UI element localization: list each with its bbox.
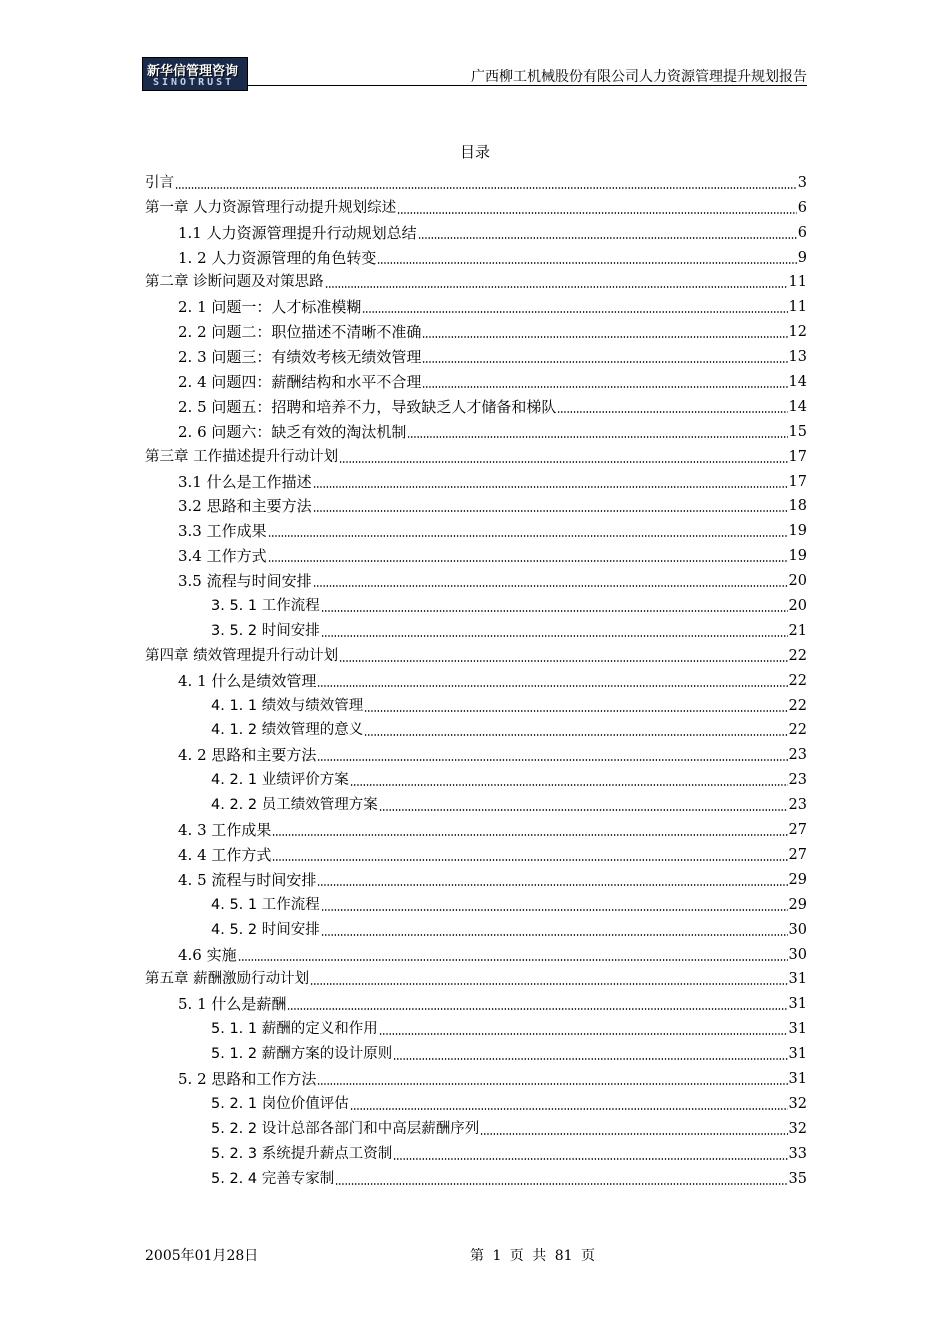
toc-entry[interactable] [145, 691, 807, 716]
toc-entry-label: 5. 1. 1 薪酬的定义和作用 [211, 1021, 378, 1038]
toc-entry-label: 3.5 流程与时间安排 [178, 572, 312, 591]
toc-entry-page: 33 [788, 1145, 807, 1162]
toc-dot-leader [313, 585, 788, 587]
toc-dot-leader [287, 1008, 787, 1010]
toc-entry[interactable] [145, 1114, 807, 1139]
toc-entry-page: 6 [797, 199, 807, 216]
toc-entry-label: 4.6 实施 [178, 945, 237, 964]
toc-entry-label: 1. 2 人力资源管理的角色转变 [178, 248, 377, 267]
toc-entry-page: 31 [788, 1070, 807, 1087]
toc-entry-page: 9 [797, 249, 807, 266]
toc-entry-label: 4. 1. 2 绩效管理的意义 [211, 722, 364, 739]
toc-entry[interactable] [145, 467, 807, 492]
toc-dot-leader [268, 535, 788, 537]
toc-entry-label: 2. 5 问题五：招聘和培养不力，导致缺乏人才储备和梯队 [178, 397, 557, 416]
toc-entry-page: 14 [788, 398, 807, 415]
toc-entry-label: 第二章 诊断问题及对策思路 [145, 274, 324, 291]
toc-entry[interactable] [145, 1089, 807, 1114]
toc-entry-label: 第四章 绩效管理提升行动计划 [145, 647, 339, 664]
toc-entry-label: 3. 5. 2 时间安排 [211, 622, 320, 639]
toc-entry-page: 14 [788, 374, 807, 391]
toc-entry-page: 22 [788, 697, 807, 714]
toc-entry-page: 32 [788, 1120, 807, 1137]
toc-entry-page: 29 [788, 871, 807, 888]
toc-entry-page: 23 [788, 747, 807, 764]
toc-entry[interactable] [145, 1014, 807, 1039]
toc-entry[interactable] [145, 915, 807, 940]
toc-dot-leader [175, 187, 797, 189]
toc-entry-page: 12 [788, 324, 807, 341]
toc-entry-page: 15 [788, 423, 807, 440]
toc-dot-leader [418, 237, 797, 239]
header-divider [248, 85, 807, 86]
toc-entry-page: 11 [788, 299, 807, 316]
toc-entry-label: 4. 2. 1 业绩评价方案 [211, 772, 349, 789]
toc-entry[interactable] [145, 591, 807, 616]
toc-entry[interactable] [145, 516, 807, 541]
toc-entry[interactable] [145, 790, 807, 815]
toc-entry-page: 11 [788, 274, 807, 291]
toc-entry-page: 31 [788, 971, 807, 988]
toc-entry[interactable] [145, 541, 807, 566]
toc-entry[interactable] [145, 292, 807, 317]
toc-entry[interactable] [145, 566, 807, 591]
toc-entry-label: 5. 1 什么是薪酬 [178, 995, 287, 1014]
toc-dot-leader [321, 934, 788, 936]
logo-chinese-text: 新华信管理咨询 [147, 64, 239, 79]
toc-dot-leader [393, 1058, 787, 1060]
toc-entry-page: 22 [788, 672, 807, 689]
toc-entry-page: 20 [788, 598, 807, 615]
toc-entry[interactable] [145, 243, 807, 268]
toc-dot-leader [379, 809, 788, 811]
toc-dot-leader [238, 959, 788, 961]
toc-dot-leader [393, 1158, 787, 1160]
toc-entry-page: 30 [788, 921, 807, 938]
toc-entry-label: 3.4 工作方式 [178, 547, 267, 566]
toc-entry-label: 5. 2. 4 完善专家制 [211, 1170, 335, 1187]
toc-entry[interactable] [145, 1039, 807, 1064]
toc-entry-page: 18 [788, 498, 807, 515]
toc-entry[interactable] [145, 317, 807, 342]
toc-entry[interactable] [145, 815, 807, 840]
toc-entry[interactable] [145, 1164, 807, 1189]
document-header-title: 广西柳工机械股份有限公司人力资源管理提升规划报告 [471, 69, 807, 85]
toc-dot-leader [272, 834, 787, 836]
toc-dot-leader [407, 436, 787, 438]
toc-entry[interactable] [145, 716, 807, 741]
toc-entry-page: 17 [788, 473, 807, 490]
toc-entry-label: 5. 2. 2 设计总部各部门和中高层薪酬序列 [211, 1120, 480, 1137]
toc-entry-page: 22 [788, 647, 807, 664]
toc-entry[interactable] [145, 666, 807, 691]
toc-entry-label: 引言 [145, 174, 174, 191]
toc-entry[interactable] [145, 890, 807, 915]
toc-dot-leader [480, 1133, 787, 1135]
toc-dot-leader [350, 784, 788, 786]
toc-entry-label: 5. 2 思路和工作方法 [178, 1069, 317, 1088]
toc-entry[interactable] [145, 442, 807, 467]
toc-entry[interactable] [145, 342, 807, 367]
toc-entry-label: 3. 5. 1 工作流程 [211, 598, 320, 615]
logo-english-text: SINOTRUST [153, 77, 235, 88]
toc-dot-leader [362, 311, 787, 313]
toc-entry[interactable] [145, 840, 807, 865]
toc-entry-label: 4. 1. 1 绩效与绩效管理 [211, 697, 364, 714]
toc-entry[interactable] [145, 367, 807, 392]
toc-entry-label: 2. 4 问题四：薪酬结构和水平不合理 [178, 373, 422, 392]
toc-entry[interactable] [145, 1064, 807, 1089]
toc-entry[interactable] [145, 616, 807, 641]
toc-dot-leader [317, 759, 787, 761]
toc-entry-page: 27 [788, 822, 807, 839]
toc-dot-leader [339, 660, 787, 662]
toc-entry[interactable] [145, 940, 807, 965]
toc-dot-leader [335, 1183, 787, 1185]
toc-dot-leader [310, 983, 787, 985]
toc-dot-leader [321, 610, 788, 612]
toc-entry-page: 22 [788, 722, 807, 739]
toc-dot-leader [321, 909, 788, 911]
toc-entry-page: 23 [788, 772, 807, 789]
toc-entry[interactable] [145, 417, 807, 442]
toc-entry[interactable] [145, 392, 807, 417]
toc-entry-label: 4. 5. 1 工作流程 [211, 896, 320, 913]
toc-entry-label: 4. 2 思路和主要方法 [178, 746, 317, 765]
toc-dot-leader [379, 1033, 788, 1035]
toc-entry[interactable] [145, 641, 807, 666]
toc-entry-page: 13 [788, 349, 807, 366]
toc-entry-label: 第五章 薪酬激励行动计划 [145, 971, 310, 988]
toc-dot-leader [317, 1083, 787, 1085]
toc-entry-label: 2. 6 问题六：缺乏有效的淘汰机制 [178, 422, 407, 441]
toc-entry-label: 3.2 思路和主要方法 [178, 497, 312, 516]
toc-entry-label: 5. 2. 1 岗位价值评估 [211, 1095, 349, 1112]
toc-dot-leader [397, 212, 797, 214]
toc-entry-label: 4. 3 工作成果 [178, 821, 272, 840]
toc-entry-label: 5. 2. 3 系统提升薪点工资制 [211, 1145, 393, 1162]
footer-page-number: 第 1 页 共 81 页 [470, 1248, 595, 1264]
toc-entry-label: 4. 2. 2 员工绩效管理方案 [211, 797, 378, 814]
toc-entry[interactable] [145, 865, 807, 890]
toc-entry[interactable] [145, 268, 807, 293]
toc-entry-page: 30 [788, 946, 807, 963]
toc-dot-leader [557, 411, 787, 413]
toc-entry-page: 31 [788, 1021, 807, 1038]
toc-dot-leader [272, 859, 787, 861]
company-logo [142, 57, 248, 91]
toc-entry-page: 31 [788, 1046, 807, 1063]
toc-entry[interactable] [145, 765, 807, 790]
toc-entry-page: 21 [788, 622, 807, 639]
toc-entry-page: 23 [788, 797, 807, 814]
toc-dot-leader [364, 710, 787, 712]
toc-entry-page: 29 [788, 896, 807, 913]
toc-entry-page: 31 [788, 996, 807, 1013]
toc-entry-page: 27 [788, 846, 807, 863]
toc-entry-label: 5. 1. 2 薪酬方案的设计原则 [211, 1046, 393, 1063]
toc-entry[interactable] [145, 740, 807, 765]
toc-entry-label: 3.1 什么是工作描述 [178, 472, 312, 491]
toc-entry-label: 4. 1 什么是绩效管理 [178, 671, 317, 690]
toc-dot-leader [377, 262, 796, 264]
toc-dot-leader [317, 685, 787, 687]
toc-dot-leader [321, 635, 788, 637]
toc-entry-label: 2. 3 问题三：有绩效考核无绩效管理 [178, 348, 422, 367]
toc-entry-label: 3.3 工作成果 [178, 522, 267, 541]
toc-dot-leader [317, 884, 787, 886]
toc-entry[interactable] [145, 965, 807, 990]
toc-entry[interactable] [145, 989, 807, 1014]
toc-entry-label: 4. 5. 2 时间安排 [211, 921, 320, 938]
toc-entry-page: 32 [788, 1095, 807, 1112]
toc-entry-label: 4. 5 流程与时间安排 [178, 870, 317, 889]
toc-dot-leader [422, 336, 787, 338]
toc-dot-leader [325, 286, 788, 288]
toc-entry-page: 17 [788, 448, 807, 465]
toc-entry-label: 4. 4 工作方式 [178, 845, 272, 864]
toc-entry-page: 3 [797, 174, 807, 191]
toc-dot-leader [313, 486, 788, 488]
toc-entry[interactable] [145, 218, 807, 243]
footer-date: 2005年01月28日 [145, 1248, 259, 1264]
toc-entry-label: 第一章 人力资源管理行动提升规划综述 [145, 199, 397, 216]
toc-entry-page: 19 [788, 523, 807, 540]
toc-dot-leader [364, 734, 787, 736]
toc-dot-leader [339, 461, 787, 463]
toc-entry-page: 19 [788, 548, 807, 565]
toc-dot-leader [268, 560, 788, 562]
toc-dot-leader [422, 386, 787, 388]
toc-entry-label: 2. 1 问题一：人才标准模糊 [178, 298, 362, 317]
toc-dot-leader [350, 1108, 788, 1110]
toc-dot-leader [313, 510, 788, 512]
toc-entry-label: 2. 2 问题二：职位描述不清晰不准确 [178, 323, 422, 342]
toc-entry[interactable] [145, 168, 807, 193]
toc-entry-label: 1.1 人力资源管理提升行动规划总结 [178, 223, 417, 242]
toc-heading: 目录 [459, 143, 490, 161]
table-of-contents [145, 168, 807, 1189]
toc-entry-page: 6 [797, 224, 807, 241]
toc-entry[interactable] [145, 193, 807, 218]
toc-entry[interactable] [145, 492, 807, 517]
toc-entry[interactable] [145, 1139, 807, 1164]
toc-entry-page: 35 [788, 1170, 807, 1187]
toc-entry-page: 20 [788, 573, 807, 590]
toc-dot-leader [422, 361, 787, 363]
toc-entry-label: 第三章 工作描述提升行动计划 [145, 448, 339, 465]
